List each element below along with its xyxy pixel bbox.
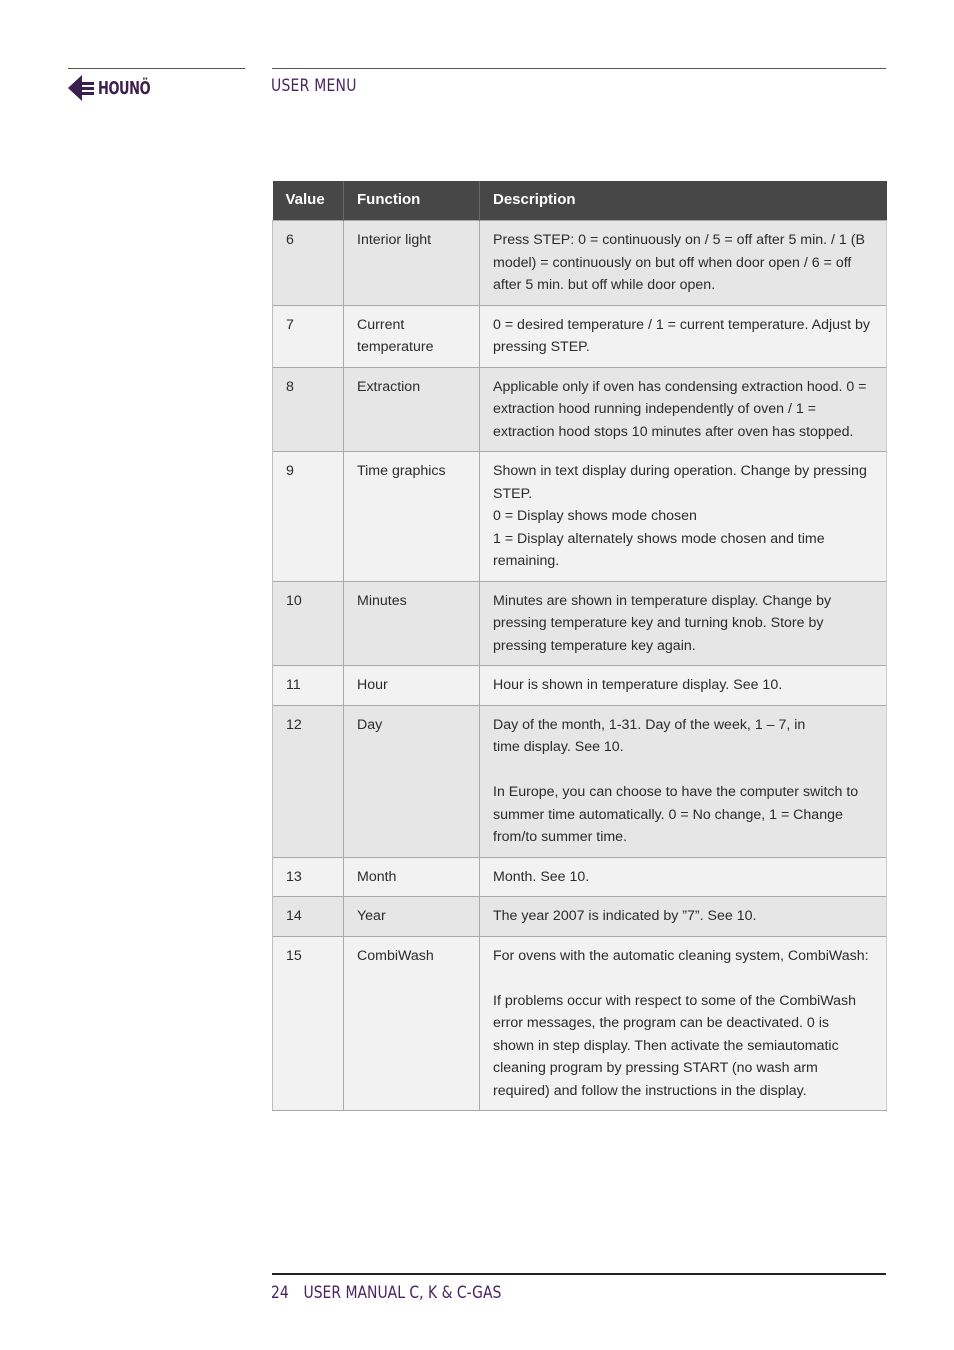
- description-paragraph: Minutes are shown in temperature display. Change by pressing temperature key and turning knob. Store by pressing temperature key again.: [493, 592, 832, 654]
- cell-function: Current temperature: [344, 305, 480, 367]
- cell-value: 13: [273, 857, 344, 897]
- cell-function: Day: [344, 705, 480, 857]
- brand-name: HOUNÖ: [98, 77, 151, 99]
- table-row: [273, 666, 887, 706]
- section-title: USER MENU: [271, 76, 357, 96]
- cell-description: [480, 452, 887, 582]
- description-paragraph: The year 2007 is indicated by ”7”. See 10.: [493, 908, 757, 924]
- cell-function: CombiWash: [344, 936, 480, 1111]
- description-paragraph: Day of the month, 1-31. Day of the week, 1 – 7, in time display. See 10.: [493, 716, 806, 755]
- cell-description: [480, 666, 887, 706]
- description-paragraph: Applicable only if oven has condensing extraction hood. 0 = extraction hood running independently of oven / 1 = extraction hood stops 10 minutes after oven has stopped.: [493, 378, 867, 440]
- cell-value: 10: [273, 581, 344, 666]
- column-header-description: Description: [480, 181, 887, 221]
- table-row: [273, 452, 887, 582]
- table-body: [273, 221, 887, 1111]
- cell-description: [480, 221, 887, 306]
- table-row: [273, 581, 887, 666]
- cell-description: [480, 581, 887, 666]
- table-row: [273, 705, 887, 857]
- description-paragraph: If problems occur with respect to some of the CombiWash error messages, the program can be deactivated. 0 is shown in step display. Then activate the semiautomatic cleaning program by pressing START (no wash arm required) and follow the instructions in the display.: [493, 992, 856, 1099]
- cell-description: [480, 305, 887, 367]
- description-paragraph: Press STEP: 0 = continuously on / 5 = off after 5 min. / 1 (B model) = continuously on but off when door open / 6 = off after 5 min. but off while door open.: [493, 232, 865, 293]
- table-row: [273, 221, 887, 306]
- cell-value: 11: [273, 666, 344, 706]
- page-footer: [271, 1283, 501, 1303]
- cell-function: Minutes: [344, 581, 480, 666]
- description-paragraph: Month. See 10.: [493, 868, 590, 885]
- description-paragraph: Hour is shown in temperature display. See 10.: [493, 677, 783, 693]
- description-paragraph: In Europe, you can choose to have the computer switch to summer time automatically. 0 = No change, 1 = Change from/to summer time.: [493, 784, 859, 845]
- cell-value: 9: [273, 452, 344, 582]
- cell-value: 8: [273, 367, 344, 452]
- document-title: USER MANUAL C, K & C-GAS: [303, 1283, 502, 1303]
- table-row: [273, 305, 887, 367]
- cell-function: Hour: [344, 666, 480, 706]
- table-row: [273, 897, 887, 937]
- cell-description: [480, 897, 887, 937]
- cell-function: Month: [344, 857, 480, 897]
- column-header-value: Value: [273, 181, 344, 221]
- user-menu-table: [272, 181, 887, 1111]
- cell-function: Interior light: [344, 221, 480, 306]
- cell-value: 7: [273, 305, 344, 367]
- page-number: 24: [271, 1283, 289, 1303]
- cell-value: 6: [273, 221, 344, 306]
- footer-rule: [272, 1273, 886, 1275]
- cell-value: 14: [273, 897, 344, 937]
- brand-logo: [68, 74, 163, 102]
- cell-description: [480, 705, 887, 857]
- cell-description: [480, 857, 887, 897]
- cell-description: [480, 367, 887, 452]
- cell-function: Time graphics: [344, 452, 480, 582]
- cell-value: 15: [273, 936, 344, 1111]
- table-row: [273, 857, 887, 897]
- cell-function: Extraction: [344, 367, 480, 452]
- description-paragraph: 0 = desired temperature / 1 = current temperature. Adjust by pressing STEP.: [493, 316, 870, 355]
- column-header-function: Function: [344, 181, 480, 221]
- houno-arrow-icon: [68, 74, 96, 102]
- table-header-row: [273, 181, 887, 221]
- cell-description: [480, 936, 887, 1111]
- header-rule-right: [272, 68, 886, 69]
- header-rule-left: [68, 68, 245, 69]
- cell-function: Year: [344, 897, 480, 937]
- description-paragraph: For ovens with the automatic cleaning system, CombiWash:: [493, 947, 869, 964]
- table-row: [273, 936, 887, 1111]
- description-paragraph: Shown in text display during operation. Change by pressing STEP. 0 = Display shows mode chosen 1 = Display alternately shows mode chosen and time remaining.: [493, 463, 867, 569]
- table-row: [273, 367, 887, 452]
- cell-value: 12: [273, 705, 344, 857]
